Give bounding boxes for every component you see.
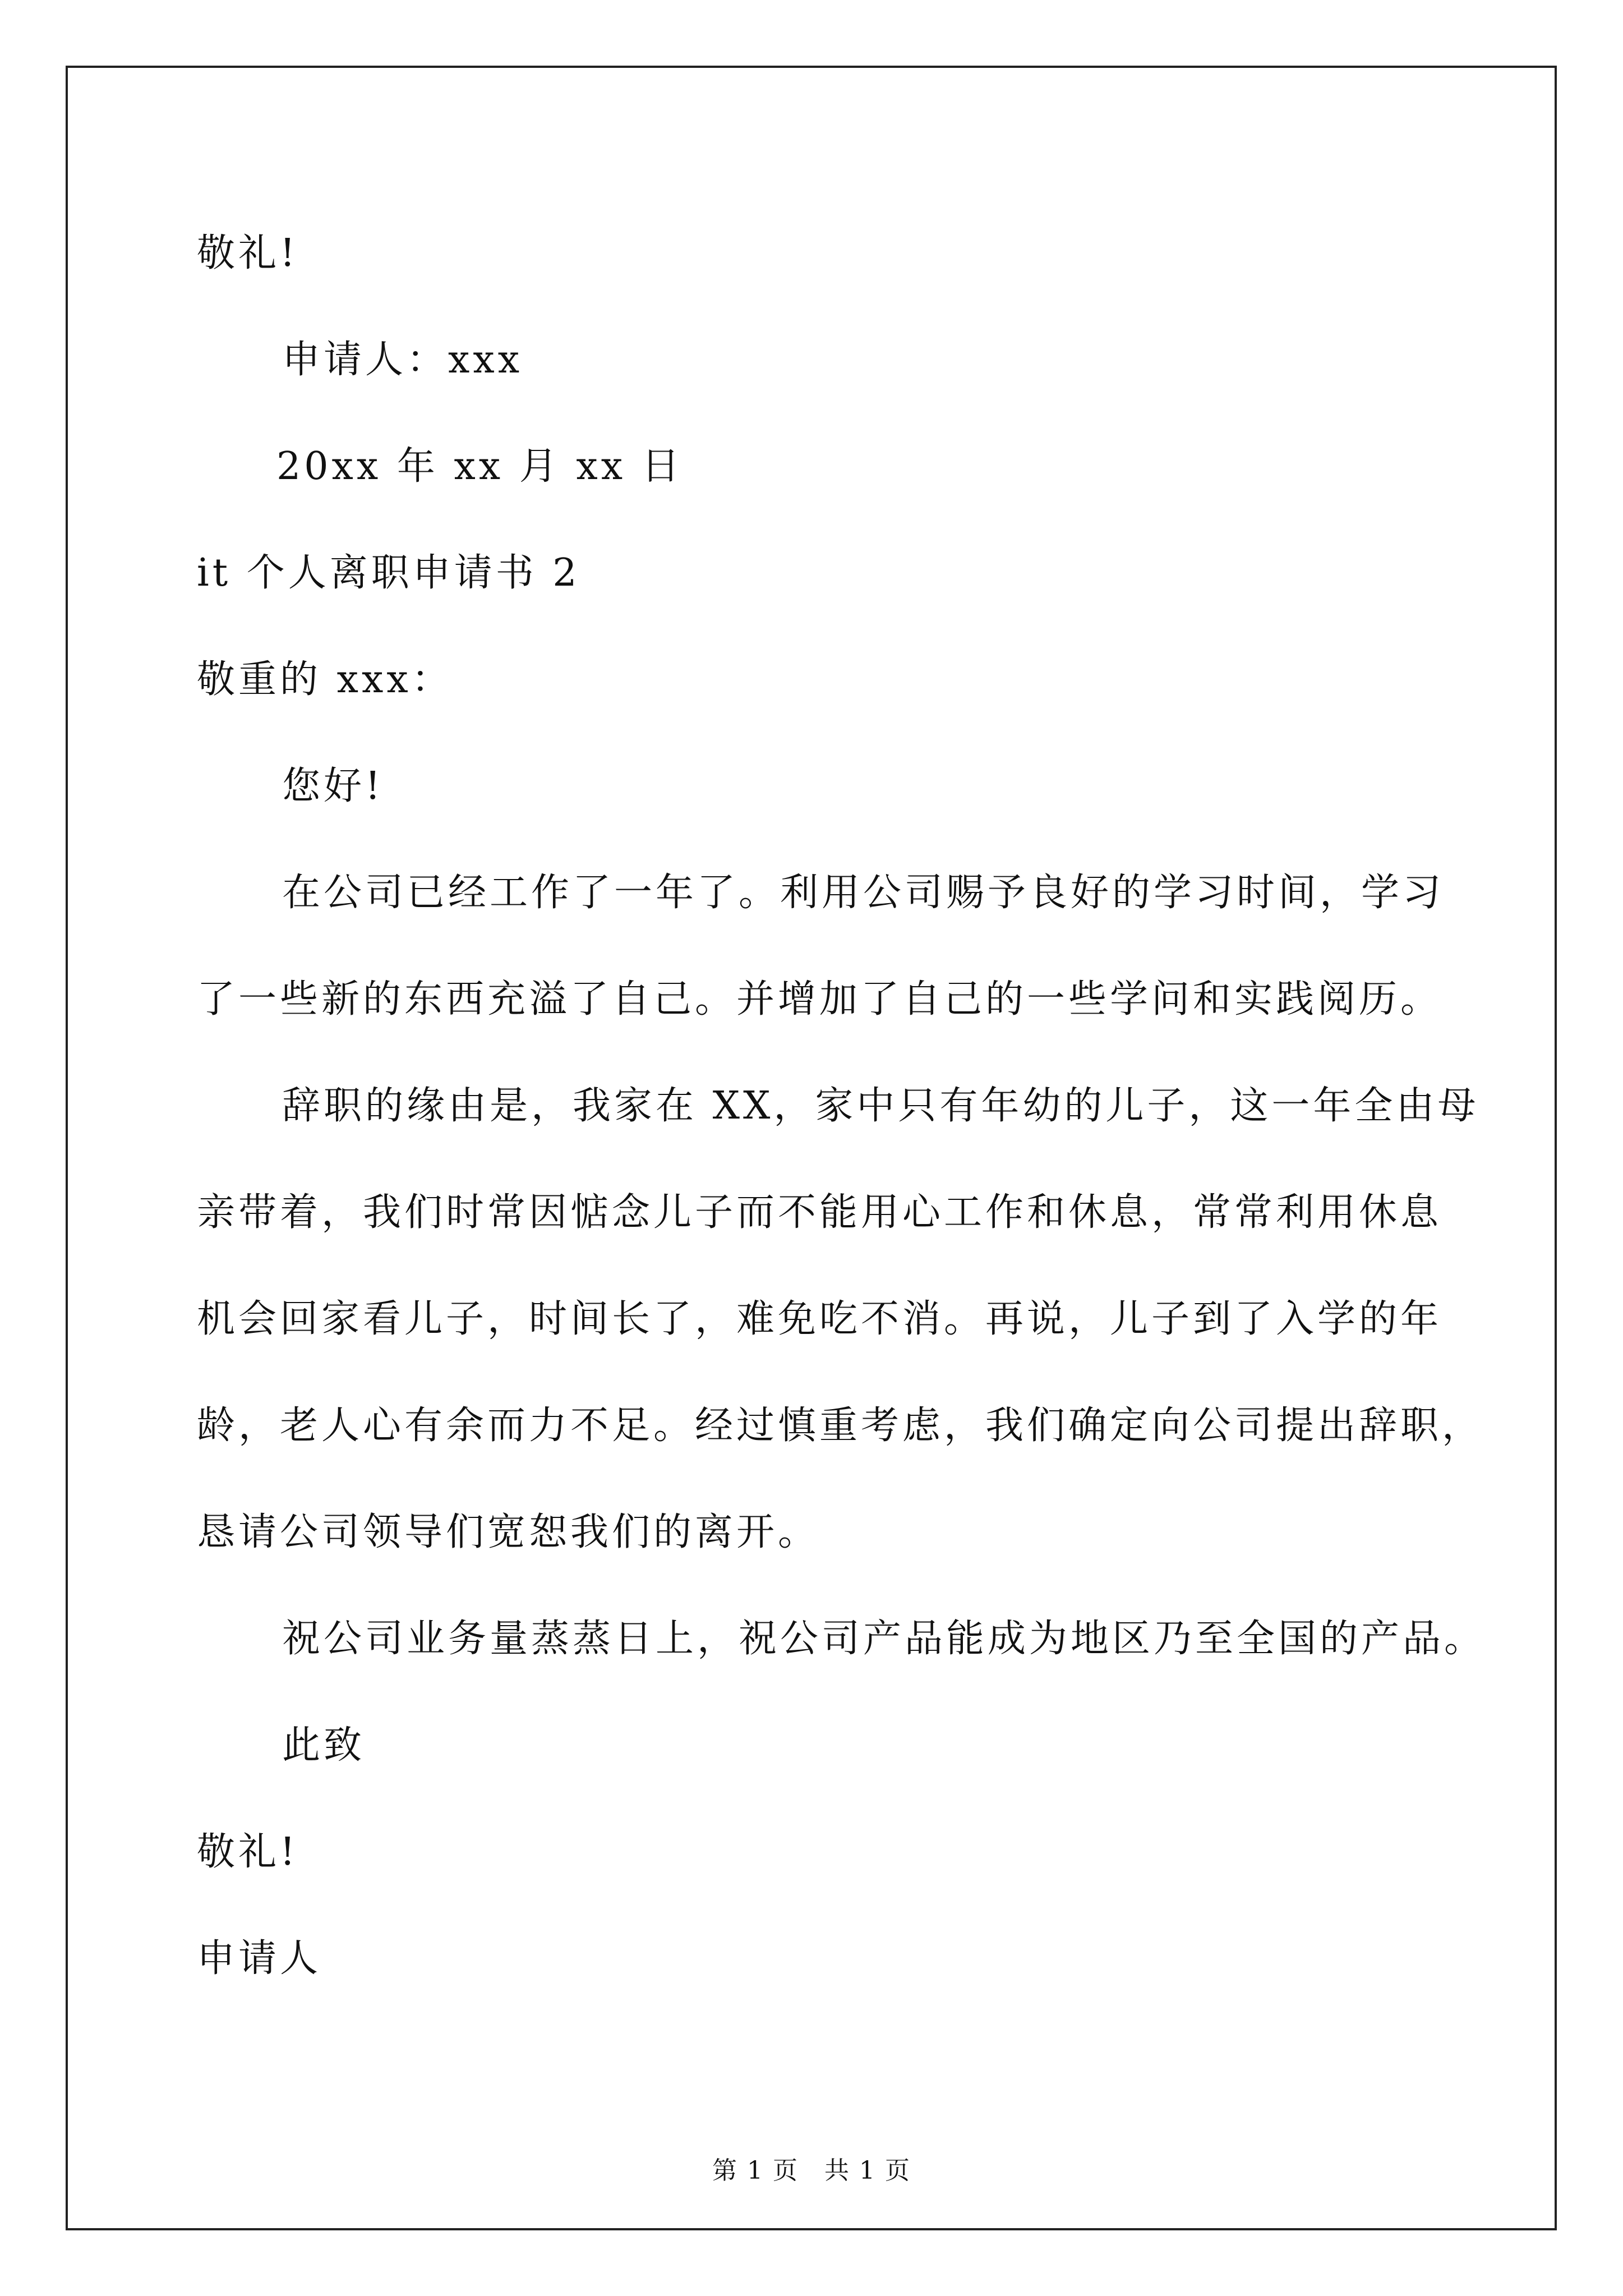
paragraph-line: 恳请公司领导们宽恕我们的离开。 xyxy=(197,1510,820,1554)
page-border xyxy=(66,66,1557,2230)
paragraph-line: 祝公司业务量蒸蒸日上，祝公司产品能成为地区乃至全国的产品。 xyxy=(282,1617,1486,1661)
paragraph-line: 龄，老人心有余而力不足。经过慎重考虑，我们确定向公司提出辞职， xyxy=(197,1404,1484,1448)
page-number-footer: 第 1 页 共 1 页 xyxy=(712,2156,911,2185)
date-line: 20xx 年 xx 月 xx 日 xyxy=(276,444,683,489)
paragraph-line: 在公司已经工作了一年了。利用公司赐予良好的学习时间，学习 xyxy=(282,871,1445,915)
paragraph-line: 机会回家看儿子，时间长了，难免吃不消。再说，儿子到了入学的年 xyxy=(197,1297,1442,1341)
paragraph-line: 了一些新的东西充溢了自己。并增加了自己的一些学问和实践阅历。 xyxy=(197,977,1442,1022)
greeting: 您好! xyxy=(282,764,384,808)
applicant-signature-label: 申请人 xyxy=(197,1936,322,1981)
salutation: 敬重的 xxx： xyxy=(197,657,453,702)
paragraph-line: 亲带着，我们时常因惦念儿子而不能用心工作和休息，常常利用休息 xyxy=(197,1190,1442,1235)
closing-salute: 敬礼! xyxy=(197,1830,299,1874)
applicant-line: 申请人：xxx xyxy=(282,338,523,382)
letter-title: it 个人离职申请书 2 xyxy=(197,551,580,595)
closing-salute: 敬礼! xyxy=(197,231,299,275)
closing-phrase: 此致 xyxy=(282,1723,366,1768)
paragraph-line: 辞职的缘由是，我家在 XX，家中只有年幼的儿子，这一年全由母 xyxy=(282,1084,1479,1128)
